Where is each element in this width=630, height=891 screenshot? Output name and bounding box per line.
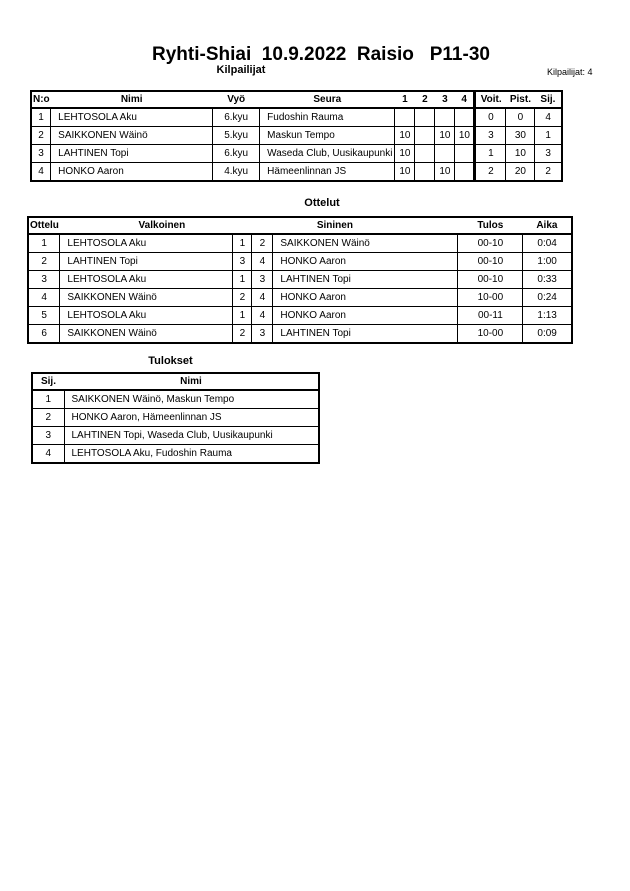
cell-seura: Maskun Tempo (260, 127, 395, 145)
cell-blue-name: HONKO Aaron (273, 253, 458, 271)
cell-nimi: LEHTOSOLA Aku (51, 108, 213, 127)
cell-seura: Waseda Club, Uusikaupunki (260, 145, 395, 163)
col-header-valkoinen: Valkoinen (60, 217, 233, 234)
col-header-nimi: Nimi (51, 91, 213, 108)
cell-voit: 3 (475, 127, 506, 145)
cell-blue-no: 4 (252, 253, 273, 271)
cell-match-no: 2 (28, 253, 60, 271)
cell-white-name: SAIKKONEN Wäinö (60, 325, 233, 344)
col-header-sij: Sij. (535, 91, 562, 108)
cell-placing: 4 (32, 445, 64, 464)
cell-sij: 4 (535, 108, 562, 127)
cell-pist: 30 (506, 127, 535, 145)
tulokset-header-row (32, 373, 319, 390)
cell-voit: 1 (475, 145, 506, 163)
cell-round-1: 10 (395, 163, 415, 182)
cell-blue-no: 2 (252, 234, 273, 253)
cell-pist: 0 (506, 108, 535, 127)
ottelut-header-row (28, 217, 572, 234)
cell-result: 00-11 (458, 307, 523, 325)
cell-round-4 (455, 108, 475, 127)
table-row (31, 163, 562, 182)
cell-white-no: 1 (233, 307, 252, 325)
col-header-voit: Voit. (475, 91, 506, 108)
cell-white-name: LEHTOSOLA Aku (60, 234, 233, 253)
competitor-count-label: Kilpailijat: 4 (547, 67, 593, 77)
cell-round-4: 10 (455, 127, 475, 145)
cell-seura: Fudoshin Rauma (260, 108, 395, 127)
table-row (28, 307, 572, 325)
cell-blue-name: SAIKKONEN Wäinö (273, 234, 458, 253)
cell-match-no: 5 (28, 307, 60, 325)
cell-pist: 20 (506, 163, 535, 182)
table-row (32, 390, 319, 409)
cell-blue-no: 3 (252, 271, 273, 289)
col-header-round-1: 1 (395, 91, 415, 108)
cell-blue-name: LAHTINEN Topi (273, 325, 458, 344)
cell-no: 1 (31, 108, 51, 127)
cell-match-no: 4 (28, 289, 60, 307)
cell-voit: 0 (475, 108, 506, 127)
cell-white-no: 1 (233, 234, 252, 253)
cell-nimi: HONKO Aaron (51, 163, 213, 182)
cell-sij: 2 (535, 163, 562, 182)
cell-white-no: 2 (233, 325, 252, 344)
cell-no: 2 (31, 127, 51, 145)
col-header-white-no (233, 217, 252, 234)
cell-white-name: LEHTOSOLA Aku (60, 307, 233, 325)
cell-voit: 2 (475, 163, 506, 182)
cell-match-no: 3 (28, 271, 60, 289)
table-row (32, 409, 319, 427)
cell-nimi: LAHTINEN Topi (51, 145, 213, 163)
col-header-vyo: Vyö (213, 91, 260, 108)
col-header-aika: Aika (523, 217, 572, 234)
cell-result: 00-10 (458, 253, 523, 271)
table-row (31, 108, 562, 127)
page-title: Ryhti-Shiai 10.9.2022 Raisio P11-30 (152, 44, 490, 65)
cell-time: 1:00 (523, 253, 572, 271)
cell-white-name: LEHTOSOLA Aku (60, 271, 233, 289)
cell-name-club: LAHTINEN Topi, Waseda Club, Uusikaupunki (64, 427, 319, 445)
cell-result: 00-10 (458, 234, 523, 253)
table-row (28, 234, 572, 253)
cell-white-no: 3 (233, 253, 252, 271)
section-title-kilpailijat: Kilpailijat (216, 64, 266, 76)
cell-placing: 2 (32, 409, 64, 427)
section-title-ottelut: Ottelut (304, 197, 340, 209)
cell-white-name: SAIKKONEN Wäinö (60, 289, 233, 307)
cell-match-no: 6 (28, 325, 60, 344)
cell-sij: 3 (535, 145, 562, 163)
col-header-round-3: 3 (435, 91, 455, 108)
col-header-tulos: Tulos (458, 217, 523, 234)
col-header-no: N:o (31, 91, 51, 108)
cell-round-3: 10 (435, 127, 455, 145)
cell-placing: 3 (32, 427, 64, 445)
col-header-placing: Sij. (32, 373, 64, 390)
cell-result: 00-10 (458, 271, 523, 289)
cell-round-2 (415, 163, 435, 182)
table-row (32, 445, 319, 464)
cell-no: 4 (31, 163, 51, 182)
col-header-pist: Pist. (506, 91, 535, 108)
cell-round-2 (415, 108, 435, 127)
tulokset-table (31, 372, 320, 464)
kilpailijat-table (30, 90, 563, 182)
cell-round-2 (415, 127, 435, 145)
cell-vyo: 6.kyu (213, 108, 260, 127)
cell-round-1 (395, 108, 415, 127)
cell-white-no: 1 (233, 271, 252, 289)
cell-sij: 1 (535, 127, 562, 145)
cell-vyo: 6.kyu (213, 145, 260, 163)
cell-name-club: SAIKKONEN Wäinö, Maskun Tempo (64, 390, 319, 409)
cell-time: 0:04 (523, 234, 572, 253)
cell-placing: 1 (32, 390, 64, 409)
cell-white-name: LAHTINEN Topi (60, 253, 233, 271)
cell-white-no: 2 (233, 289, 252, 307)
col-header-round-4: 4 (455, 91, 475, 108)
cell-blue-no: 4 (252, 307, 273, 325)
cell-blue-no: 3 (252, 325, 273, 344)
cell-round-1: 10 (395, 145, 415, 163)
table-row (28, 271, 572, 289)
table-row (28, 325, 572, 344)
cell-seura: Hämeenlinnan JS (260, 163, 395, 182)
cell-round-2 (415, 145, 435, 163)
col-header-round-2: 2 (415, 91, 435, 108)
cell-name-club: HONKO Aaron, Hämeenlinnan JS (64, 409, 319, 427)
cell-blue-name: HONKO Aaron (273, 289, 458, 307)
cell-blue-name: HONKO Aaron (273, 307, 458, 325)
cell-name-club: LEHTOSOLA Aku, Fudoshin Rauma (64, 445, 319, 464)
col-header-ottelu: Ottelu (28, 217, 60, 234)
cell-vyo: 5.kyu (213, 127, 260, 145)
cell-time: 0:33 (523, 271, 572, 289)
section-title-tulokset: Tulokset (148, 355, 193, 367)
cell-time: 0:09 (523, 325, 572, 344)
cell-round-3 (435, 145, 455, 163)
cell-time: 0:24 (523, 289, 572, 307)
cell-round-4 (455, 145, 475, 163)
cell-round-1: 10 (395, 127, 415, 145)
cell-vyo: 4.kyu (213, 163, 260, 182)
table-row (28, 253, 572, 271)
cell-pist: 10 (506, 145, 535, 163)
cell-round-4 (455, 163, 475, 182)
kilpailijat-header-row (31, 91, 562, 108)
cell-round-3 (435, 108, 455, 127)
cell-nimi: SAIKKONEN Wäinö (51, 127, 213, 145)
col-header-name: Nimi (64, 373, 319, 390)
cell-round-3: 10 (435, 163, 455, 182)
table-row (28, 289, 572, 307)
table-row (31, 145, 562, 163)
table-row (31, 127, 562, 145)
cell-result: 10-00 (458, 325, 523, 344)
cell-time: 1:13 (523, 307, 572, 325)
cell-match-no: 1 (28, 234, 60, 253)
table-row (32, 427, 319, 445)
col-header-sininen: Sininen (273, 217, 458, 234)
cell-blue-no: 4 (252, 289, 273, 307)
col-header-blue-no (252, 217, 273, 234)
col-header-seura: Seura (260, 91, 395, 108)
ottelut-table (27, 216, 573, 344)
cell-blue-name: LAHTINEN Topi (273, 271, 458, 289)
cell-no: 3 (31, 145, 51, 163)
cell-result: 10-00 (458, 289, 523, 307)
